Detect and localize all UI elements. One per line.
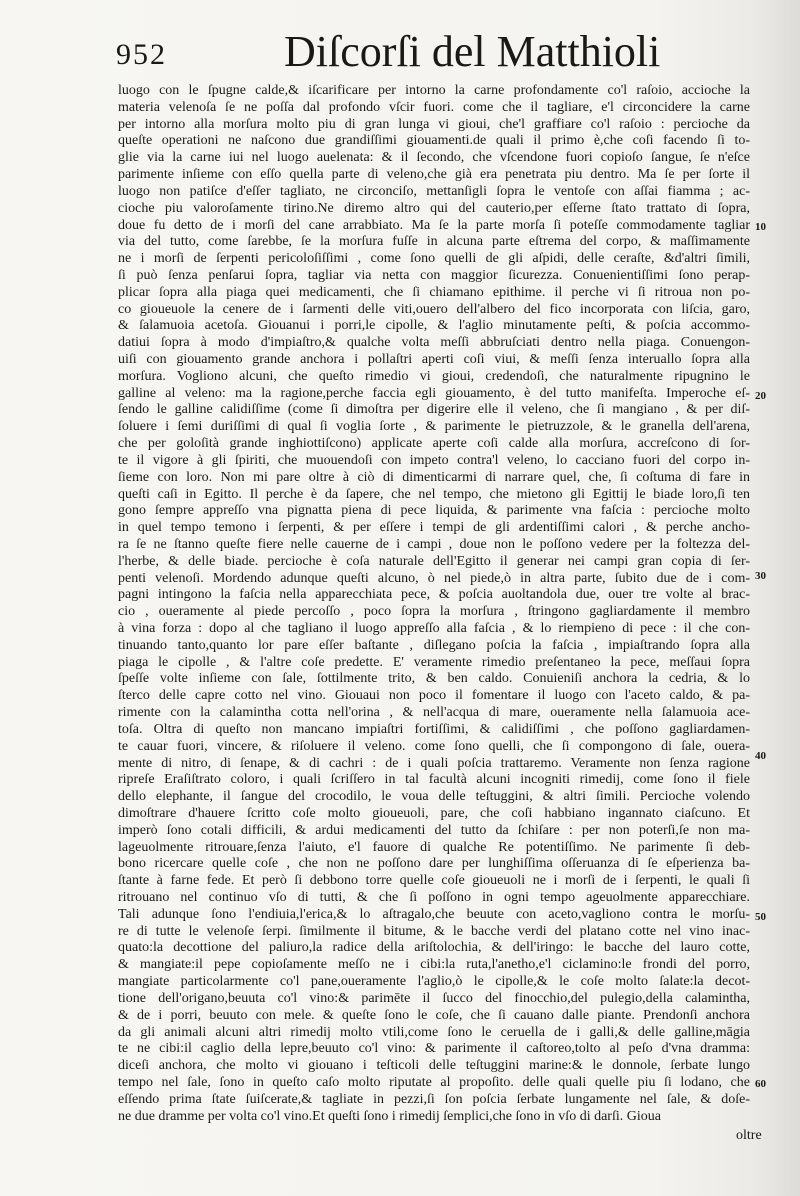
margin-line-number: 20: [755, 390, 766, 402]
text-line: ra ſe ne ſtanno queſte fiere nelle cauerne de i campi , doue non le poſſono vedere per la foltezza del-: [118, 536, 750, 552]
text-line: glie via la carne iui nel luogo auelenata: & il ſecondo, che vſcendone fuori copioſo ſangue, ſe n'eſce: [118, 150, 750, 166]
text-line: che per goloſità grande inghiottiſcono) applicate aperte coſi calde alla morſura, accreſcono di ſor-: [118, 436, 750, 452]
text-line: tinuando tanto,quanto lor pare eſſer baſtante , diſlegano poſcia la faſcia , impiaſtrando ſopra alla: [118, 637, 750, 653]
text-line: toſa. Oltra di queſto non mancano impiaſtri fortiſſimi, & calidiſſimi , che poſſono gagliardamen-: [118, 721, 750, 737]
text-line: rimente con la calamintha cotta nell'orina , & nell'acqua di mare, oueramente nella ſalamuoia ace-: [118, 705, 750, 721]
text-line: ſendo le galline calidiſſime (come ſi dimoſtra per digerire elle il veleno, che ſi mangiano , & per diſ-: [118, 402, 750, 418]
text-line: tione dell'origano,beuuta co'l vino:& parimēte il ſucco del finocchio,del pulegio,della calamintha,: [118, 990, 750, 1006]
text-line: galline al veleno: ma la ragione,perche faccia egli giouamento, è del tutto manifeſta. Imperoche eſ-: [118, 385, 750, 401]
text-line: ſterco delle capre cotto nel vino. Giouaui non poco il fomentare il luogo con l'aceto caldo, & pa-: [118, 688, 750, 704]
text-line: Tali adunque ſono l'endiuia,l'erica,& lo aſtragalo,che beuute con aceto,vagliono contra le morſu-: [118, 906, 750, 922]
text-line: queſti caſi in Egitto. Il perche è da ſapere, che nel tempo, che mietono gli Egittij le biade loro,ſi ten: [118, 486, 750, 502]
text-line: in quel tempo temono i ſerpenti, & per eſſere i tempi de gli ardentiſſimi calori , & perche ancho-: [118, 520, 750, 536]
text-line: ritrouano nel continuo vſo di tutti, & che ſi poſſono in ogni tempo ageuolmente apparecchiare.: [118, 890, 750, 905]
text-line: uiſi con giouamento grande anchora i pollaſtri aperti coſi viui, & meſſi ſenza interuallo ſopra alla: [118, 352, 750, 367]
text-line: ne due dramme per volta co'l vino.Et queſti ſono i rimedij ſemplici,che ſono in vſo di darſi. Gioua: [118, 1108, 661, 1124]
text-line: re di tutte le velenoſe ſerpi. ſimilmente il bitume, & le bacche verdi del platano cotte nel vino inac-: [118, 923, 750, 939]
text-line: diceſi anchora, che molto vi giouano i teſticoli delle teſtuggini marine:& le donnole, ſerbate lungo: [118, 1058, 750, 1074]
text-line: te ne cibi:il caglio della lepre,beuuto co'l vino: & parimente il caſtoreo,tolto al peſo d'vna dramma:: [118, 1041, 750, 1057]
margin-line-number: 30: [755, 570, 766, 582]
text-line: ſi può ſenza penſarui ſopra, tagliar via netta con maggior ſicurezza. Conuenientiſſimi ſono perap-: [118, 267, 750, 283]
text-line: pagni intingono la faſcia nella apparecchiata pece, & poſcia auoltandola due, ouer tre volte al brac-: [118, 587, 750, 603]
text-line: doue fu detto de i morſi del cane arrabbiato. Ma ſe la parte morſa ſi poteſſe commodamente tagliar: [118, 217, 750, 233]
text-line: ne i morſi de ſerpenti pericoloſiſſimi , come ſono quelli de gli aſpidi, delle ceraſte, &d'altri ſimili,: [118, 251, 750, 267]
text-line: mente di nitro, di ſenape, & di cachri : de i quali poſcia trattaremo. Veramente non ſenza ragione: [118, 755, 750, 771]
text-line: parimente inſieme con eſſo quella parte di veleno,che già era penetrata piu dentro. Ma ſe per ſorte il: [118, 167, 750, 183]
text-line: co gioueuole la cenere de i ſarmenti delle viti,ouero dell'albero del fico incorporata con liſcia, garo,: [118, 301, 750, 317]
text-line: l'herbe, & delle biade. percioche è coſa naturale dell'Egitto il generar nei campi gran copia di ſer-: [118, 553, 750, 569]
text-line: à vina forza : dopo al che tagliano il luogo appreſſo alla faſcia , & lo riempieno di pece : il che con-: [118, 621, 750, 636]
text-line: ſtante à farne fede. Et però ſi debbono torre quelle coſe gioueuoli ne i morſi de i ſerpenti, le quali ſi: [118, 873, 750, 889]
text-line: via del tutto, come ſarebbe, ſe la morſura fuſſe in alcuna parte eſtrema del corpo, & maſſimamente: [118, 234, 750, 250]
text-line: cioche piu valoroſamente tirino.Ne diremo altro qui del cauterio,per eſſerne ſtato trattato di ſopra,: [118, 200, 750, 216]
text-line: cio , oueramente al piede percoſſo , poco ſopra la morſura , ſtringono gagliardamente il membro: [118, 604, 750, 620]
text-line: luogo non patiſce d'eſſer tagliato, ne circonciſo, mettanſigli ſopra le ventoſe con aſſai fiamma ; ac-: [118, 183, 750, 199]
text-line: te cauar fuori, vincere, & riſoluere il veleno. come ſono quelli, che ſi compongono di ſale, ouera-: [118, 738, 750, 754]
text-line: piaga le cipolle , & l'altre coſe predette. E' veramente rimedio preſentaneo la pece, meſſaui ſopra: [118, 654, 750, 670]
text-line: & de i porri, beuuto con mele. & queſte ſono le coſe, che ſi cauano dalle piante. Prendonſi anchora: [118, 1007, 750, 1023]
text-line: bono ricercare quelle coſe , che non ne poſſono dare per lunghiſſima oſſeruanza di ſe eſperienza ba-: [118, 856, 750, 872]
margin-line-number: 10: [755, 221, 766, 233]
text-line: materia velenoſa ſe ne poſſa dal profondo vſcir fuori. come che il tagliare, e'l circoncidere la carne: [118, 99, 750, 115]
text-line: mangiate particolarmente co'l pane,oueramente l'aglio,ò le cipolle,& le coſe molto ſalate:la decot-: [118, 974, 750, 990]
text-line: quato:la decottione del paliuro,la radice della ariſtolochia, & dell'iringo: le bacche del lauro cotte,: [118, 940, 750, 956]
running-head: Diſcorſi del Matthioli: [284, 27, 661, 76]
text-line: luogo con le ſpugne calde,& iſcarificare per intorno la carne profondamente co'l raſoio, accioche la: [118, 83, 750, 98]
catchword: oltre: [736, 1128, 762, 1143]
text-line: morſura. Vogliono alcuni, che queſto rimedio vi gioui, credendoſi, che naturalmente ripugnino le: [118, 368, 750, 384]
text-line: da gli animali alcuni altri rimedij molto vtili,come ſono le ceruella de i galli,& delle galline,māgia: [118, 1024, 750, 1040]
text-line: eſſendo prima ſtate ſuiſcerate,& tagliate in pezzi,ſi ſon poſcia ſerbate lungamente nel ſale, & doſe-: [118, 1091, 750, 1107]
text-line: per intorno alla morſura molto piu di gran lunga vi gioui, che'l graffiare co'l raſoio : percioche da: [118, 116, 750, 132]
text-line: ripreſe Eraſiſtrato coloro, i quali ſcriſſero in tal facultà alcuni incogniti rimedij, come ſono il fiele: [118, 772, 750, 788]
text-line: plicar ſopra alla piaga quei medicamenti, che ſi chiamano epithime. il perche vi ſi ritroua non po-: [118, 284, 750, 300]
text-line: datiui ſopra à modo d'impiaſtro,& qualche volta meſſi abbruſciati dentro nella piaga. Conuengon-: [118, 335, 750, 351]
text-line: penti velenoſi. Mordendo adunque queſti alcuno, ò nel piede,ò in altra parte, ſubito due de i com-: [118, 570, 750, 586]
text-line: ſieme con loro. Non mi pare oltre à ciò di dimenticarmi di narrare quel, che, ſi coſtuma di fare in: [118, 469, 750, 485]
text-line: ſoluere i ſemi duriſſimi di qual ſi voglia ſorte , & parimente le pietruzzole, & le granella dell'arena,: [118, 419, 750, 435]
margin-line-number: 40: [755, 750, 766, 762]
text-line: queſte operationi ne naſcono due grandiſſimi giouamenti.de quali il primo è,che coſi facendo ſi to-: [118, 133, 750, 149]
text-line: dello elephante, il ſangue del crocodilo, le voua delle teſtuggini, & altri ſimili. Percioche volendo: [118, 789, 750, 805]
text-line: ſpeſſe volte inſieme con ſale, ſottilmente trito, & ben caldo. Conuieniſi anchora la cedria, & lo: [118, 671, 750, 687]
text-line: & mangiate:il pepe copioſamente meſſo ne i cibi:la ruta,l'anetho,e'l ciclamino:le frondi del porro,: [118, 957, 750, 973]
margin-line-number: 60: [755, 1078, 766, 1090]
text-line: te il vigore à gli ſpiriti, che muouendoſi con impeto contra'l veleno, lo cacciano fuori del corpo in-: [118, 452, 750, 468]
body-text: [118, 83, 750, 1125]
text-line: imperò ſono cotali difficili, & ardui medicamenti del tutto da ſchiſare : per non poterſi,ſe non ma-: [118, 822, 750, 838]
text-line: lageuolmente ritrouare,ſenza l'aiuto, e'l fauore di qualche Re potentiſſimo. Ne parimente ſi deb-: [118, 839, 750, 855]
text-line: gono ſempre appreſſo vna pignatta piena di pece liquida, & parimente vna faſcia : percioche molto: [118, 503, 750, 519]
text-line: tempo nel ſale, ſono in queſto caſo molto riputate al propoſito. delle quali quelle piu ſi lodano, che: [118, 1074, 750, 1090]
margin-line-number: 50: [755, 911, 766, 923]
page-number: 952: [116, 38, 167, 71]
text-line: & ſalamuoia acetoſa. Giouanui i porri,le cipolle, & l'aglio minutamente peſti, & poſcia accommo-: [118, 318, 750, 334]
text-line: dimoſtrare d'hauere ſcritto coſe molto gioueuoli, pare, che coſi habbiano ingannato ciaſcuno. Et: [118, 805, 750, 821]
